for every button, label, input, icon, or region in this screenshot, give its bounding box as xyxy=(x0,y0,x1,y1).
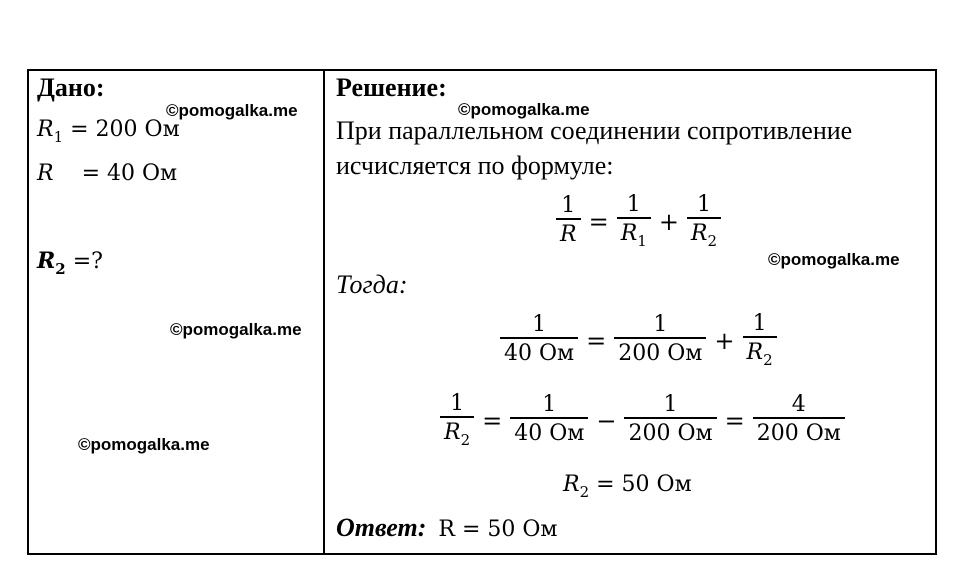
frac-1-over-r: $\frac{1}{R}$ xyxy=(556,194,581,249)
answer-line xyxy=(336,513,558,543)
r2-subscript: 2 xyxy=(55,260,66,278)
r2-symbol: R xyxy=(37,248,56,274)
answer-value: R = 50 Ом xyxy=(438,517,558,542)
frac-1-over-r2-c: $\frac{1}{R_2}$ xyxy=(440,392,474,449)
solution-text-line2: исчисляется по формуле: xyxy=(336,151,614,180)
frac-1-over-200-b: $\frac{1}{200 Ом}$ xyxy=(624,393,716,448)
column-divider xyxy=(323,69,325,555)
watermark: ©pomogalka.me xyxy=(768,250,900,269)
r1-symbol: R xyxy=(37,117,54,142)
frac-1-over-40-b: $\frac{1}{40 Ом}$ xyxy=(510,393,588,448)
formula-parallel: $\frac{1}{R}$ = $\frac{1}{R_1}$ + $\frac{1}{R_2}$ xyxy=(556,193,721,250)
then-label: Тогда: xyxy=(336,270,408,299)
formula-solve: $\frac{1}{R_2}$ = $\frac{1}{40 Ом}$ − $\frac{1}{200 Ом}$ = $\frac{4}{200 Ом}$ xyxy=(440,392,845,449)
watermark: ©pomogalka.me xyxy=(458,100,590,119)
given-r xyxy=(37,161,177,186)
frac-1-over-r2-b: $\frac{1}{R_2}$ xyxy=(743,312,777,369)
frac-1-over-200: $\frac{1}{200 Ом}$ xyxy=(614,313,706,368)
r-value: = 40 Ом xyxy=(81,161,178,186)
r1-subscript: 1 xyxy=(53,128,64,146)
formula-substitution: $\frac{1}{40 Ом}$ = $\frac{1}{200 Ом}$ + $\frac{1}{R_2}$ xyxy=(500,312,777,369)
given-r1 xyxy=(37,117,180,146)
frac-1-over-r1: $\frac{1}{R_1}$ xyxy=(617,193,651,250)
given-r2 xyxy=(37,248,103,278)
solution-text-line1: При параллельном соединении сопротивление xyxy=(336,116,853,145)
frac-4-over-200: $\frac{4}{200 Ом}$ xyxy=(753,393,845,448)
solution-heading: Решение: xyxy=(336,73,447,102)
r1-value: = 200 Ом xyxy=(70,117,180,142)
watermark: ©pomogalka.me xyxy=(78,435,210,454)
r-symbol: R xyxy=(37,161,54,186)
frac-1-over-r2: $\frac{1}{R_2}$ xyxy=(687,193,721,250)
r2-value: =? xyxy=(72,249,103,274)
watermark: ©pomogalka.me xyxy=(166,101,298,120)
watermark: ©pomogalka.me xyxy=(170,320,302,339)
given-heading: Дано: xyxy=(37,73,105,102)
answer-label: Ответ: xyxy=(336,513,427,542)
formula-result: $R_2 = 50$ Ом xyxy=(563,472,692,501)
frac-1-over-40: $\frac{1}{40 Ом}$ xyxy=(500,313,578,368)
